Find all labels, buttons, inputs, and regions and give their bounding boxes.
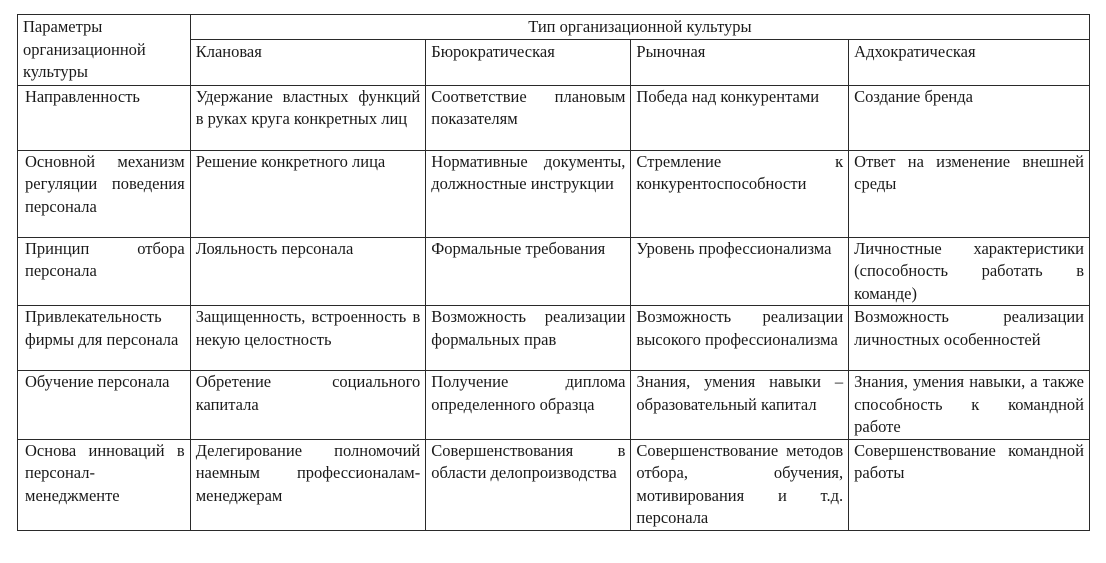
table-cell: Формальные требования bbox=[426, 237, 631, 306]
table-cell: Совершенствование командной работы bbox=[849, 439, 1090, 530]
table-cell: Соответствие плановым показателям bbox=[426, 85, 631, 150]
table-cell: Возможность реализации личностных особенностей bbox=[849, 306, 1090, 371]
row-param: Основа инноваций в персонал-менеджменте bbox=[18, 439, 191, 530]
table-cell: Обретение социального капитала bbox=[190, 371, 426, 440]
table-cell: Ответ на изменение внешней среды bbox=[849, 150, 1090, 237]
table-cell: Совершенствование методов отбора, обучения, мотивирования и т.д. персонала bbox=[631, 439, 849, 530]
table-cell: Защищенность, встроенность в некую целостность bbox=[190, 306, 426, 371]
table-cell: Создание бренда bbox=[849, 85, 1090, 150]
column-header-bureaucratic: Бюрократическая bbox=[426, 39, 631, 85]
table-cell: Знания, умения навыки, а также способность к командной работе bbox=[849, 371, 1090, 440]
table-row bbox=[18, 150, 1090, 237]
row-param: Обучение персонала bbox=[18, 371, 191, 440]
row-param: Направленность bbox=[18, 85, 191, 150]
table-cell: Знания, умения навыки – образовательный капитал bbox=[631, 371, 849, 440]
table-row bbox=[18, 306, 1090, 371]
table-cell: Возможность реализации формальных прав bbox=[426, 306, 631, 371]
table-cell: Нормативные документы, должностные инструкции bbox=[426, 150, 631, 237]
table-cell: Совершенствования в области делопроизводства bbox=[426, 439, 631, 530]
column-header-adhocracy: Адхократическая bbox=[849, 39, 1090, 85]
table-row bbox=[18, 371, 1090, 440]
param-header: Параметры организационной культуры bbox=[18, 15, 191, 86]
table-cell: Лояльность персонала bbox=[190, 237, 426, 306]
table-row bbox=[18, 237, 1090, 306]
group-header: Тип организационной культуры bbox=[190, 15, 1089, 40]
table-cell: Победа над конкурентами bbox=[631, 85, 849, 150]
row-param: Принцип отбора персонала bbox=[18, 237, 191, 306]
table-cell: Возможность реализации высокого профессионализма bbox=[631, 306, 849, 371]
row-param: Привлекательность фирмы для персонала bbox=[18, 306, 191, 371]
column-header-clan: Клановая bbox=[190, 39, 426, 85]
column-header-market: Рыночная bbox=[631, 39, 849, 85]
org-culture-table bbox=[17, 14, 1090, 531]
row-param: Основной механизм регуляции поведения персонала bbox=[18, 150, 191, 237]
table-cell: Стремление к конкурентоспособности bbox=[631, 150, 849, 237]
table-cell: Делегирование полномочий наемным профессионалам-менеджерам bbox=[190, 439, 426, 530]
table-cell: Получение диплома определенного образца bbox=[426, 371, 631, 440]
table-row bbox=[18, 439, 1090, 530]
table-cell: Решение конкретного лица bbox=[190, 150, 426, 237]
table-row bbox=[18, 85, 1090, 150]
table-cell: Удержание властных функций в руках круга конкретных лиц bbox=[190, 85, 426, 150]
table-cell: Личностные характеристики (способность работать в команде) bbox=[849, 237, 1090, 306]
table-cell: Уровень профессионализма bbox=[631, 237, 849, 306]
